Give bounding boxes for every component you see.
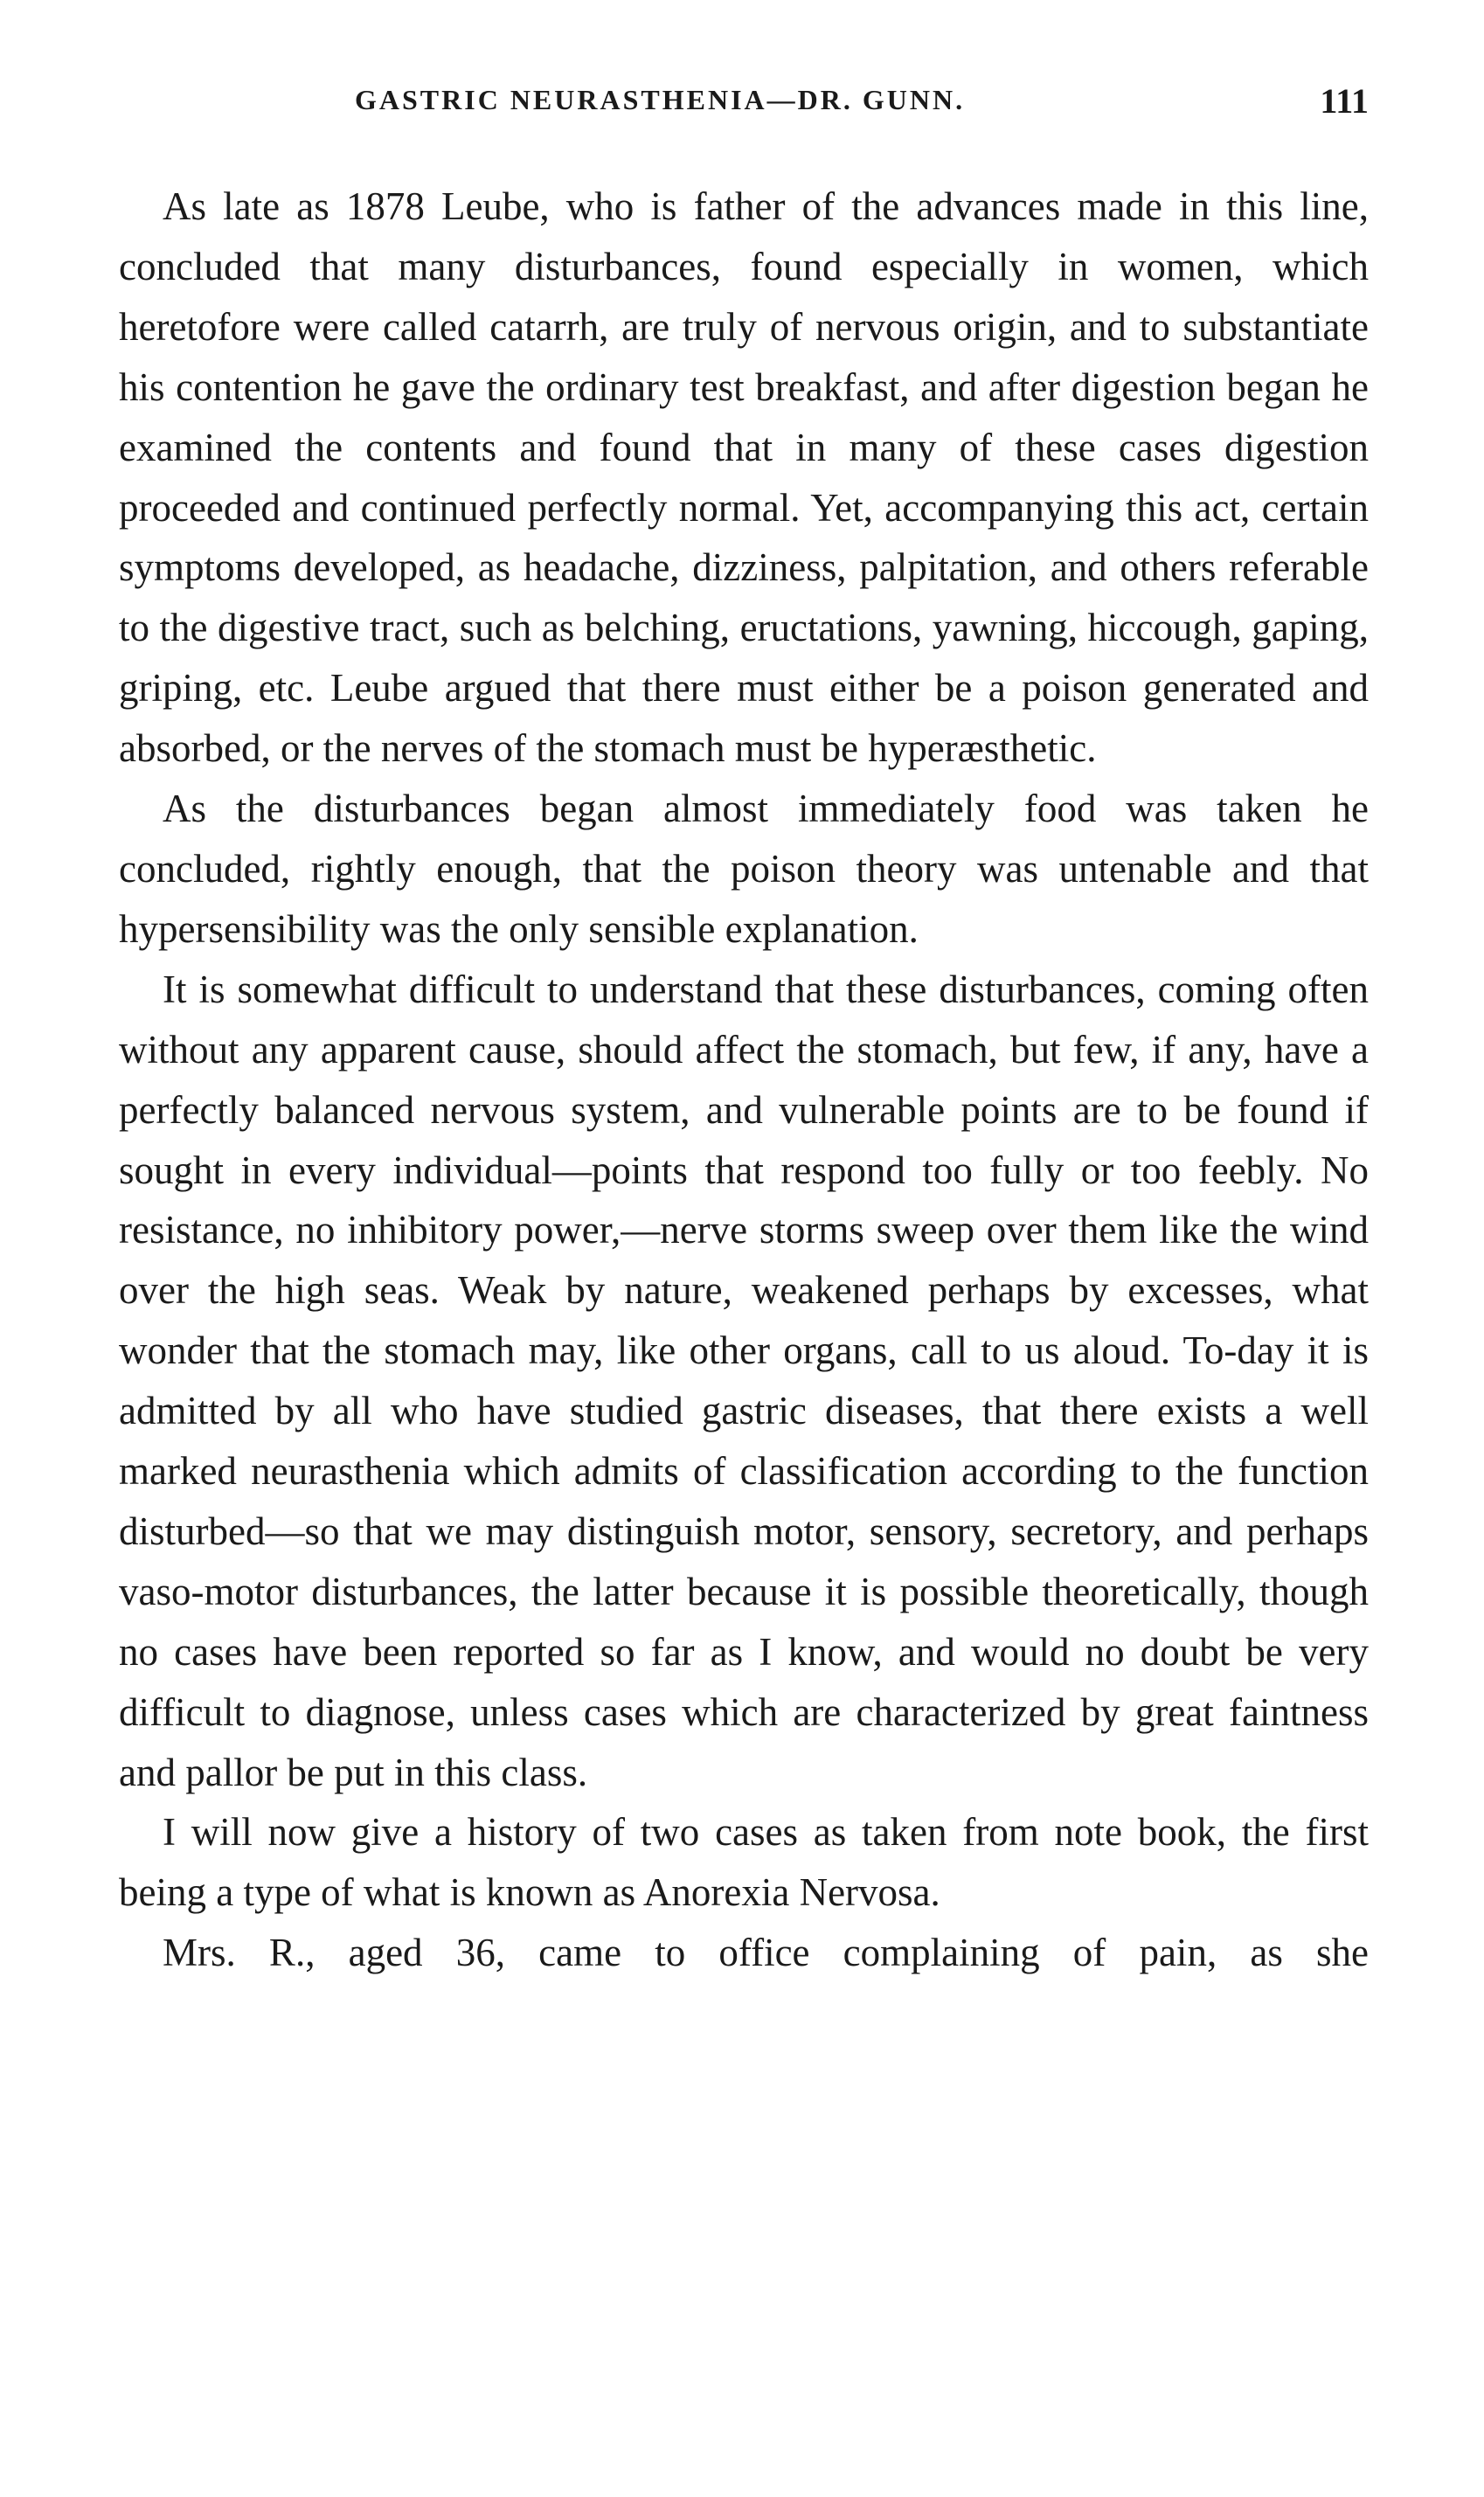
- running-header: [119, 81, 1386, 136]
- paragraph-poison-theory: As the disturbances began almost immediately food was taken he concluded, rightly enough, that the poison theory was untenable and that hypersensibility was the only sensible explanation.: [119, 787, 1369, 951]
- body-text: [119, 177, 1369, 1983]
- paragraph-mrs-r-case: Mrs. R., aged 36, came to office complaining of pain, as she: [163, 1931, 1369, 1975]
- page-number: 111: [1320, 81, 1369, 121]
- paragraph-case-history-intro: I will now give a history of two cases as taken from note book, the first being a type of what is known as Anorexia Nervosa.: [119, 1810, 1369, 1915]
- paragraph-leube-1878: As late as 1878 Leube, who is father of the advances made in this line, concluded that many disturbances, found especially in women, which heretofore were called catarrh, are truly of nervous origin, and to substantiate his contention he gave the ordinary test breakfast, and after digestion began he examined the contents and found that in many of these cases digestion proceeded and continued perfectly normal. Yet, accompanying this act, certain symptoms developed, as headache, dizziness, palpitation, and others referable to the digestive tract, such as belching, eructations, yawning, hiccough, gaping, griping, etc. Leube argued that there must either be a poison generated and absorbed, or the nerves of the stomach must be hyperæsthetic.: [119, 184, 1369, 771]
- paragraph-nervous-system: It is somewhat difficult to understand that these disturbances, coming often without any apparent cause, should affect the stomach, but few, if any, have a perfectly balanced nervous system, and vulnerable points are to be found if sought in every individual—points that respond too fully or too feebly. No resistance, no inhibitory power,—nerve storms sweep over them like the wind over the high seas. Weak by nature, weakened perhaps by excesses, what wonder that the stomach may, like other organs, call to us aloud. To-day it is admitted by all who have studied gastric diseases, that there exists a well marked neurasthenia which admits of classification according to the function disturbed—so that we may distinguish motor, sensory, secretory, and perhaps vaso-motor disturbances, the latter because it is possible theoretically, though no cases have been reported so far as I know, and would no doubt be very difficult to diagnose, unless cases which are characterized by great faintness and pallor be put in this class.: [119, 967, 1369, 1794]
- running-header-title: GASTRIC NEURASTHENIA—DR. GUNN.: [355, 84, 966, 115]
